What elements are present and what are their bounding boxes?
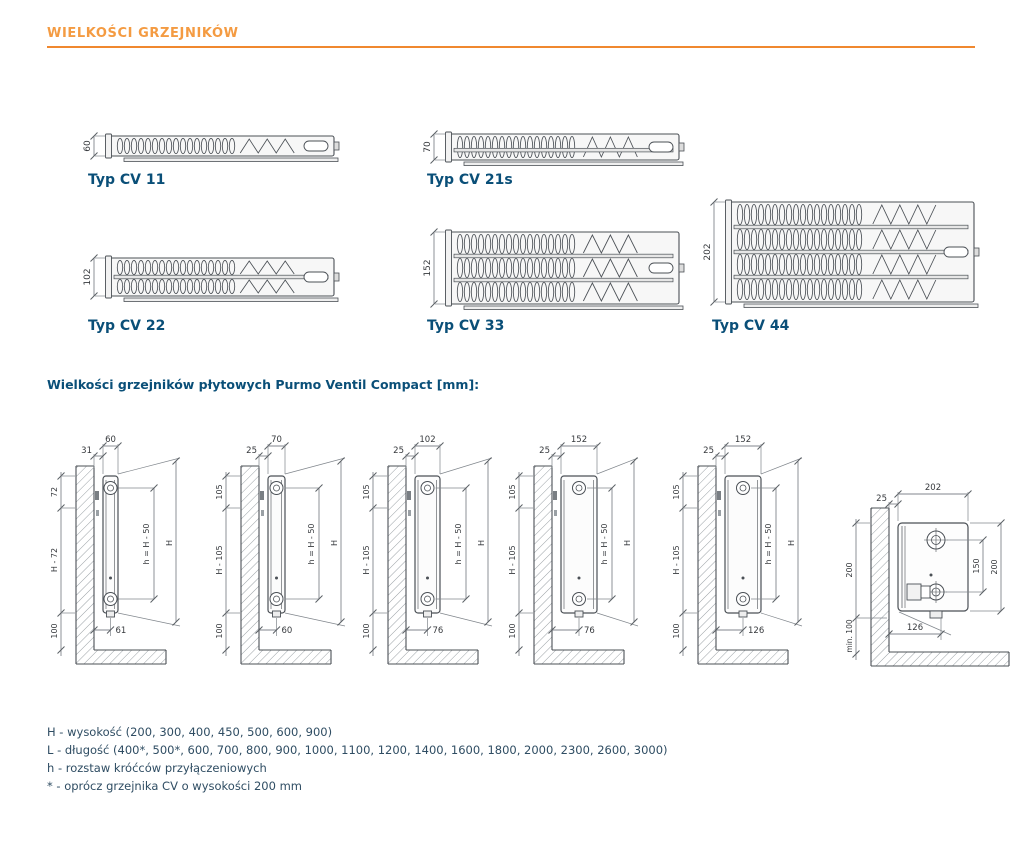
type-label-cv44: Typ CV 44	[712, 318, 790, 334]
radiator-plan-drawing	[80, 128, 350, 178]
dimension-label: 202	[703, 243, 713, 261]
dimension-label: h = H - 50	[142, 523, 151, 565]
dimension-label: 100	[215, 623, 224, 639]
radiator-side-drawing	[670, 428, 820, 676]
dimension-label: H	[165, 539, 174, 547]
dimension-label: 102	[419, 435, 436, 445]
cv44-top-view	[700, 194, 990, 328]
cv22-top-view	[80, 250, 350, 322]
dimension-label: H - 105	[362, 545, 371, 575]
legend-line-connections: h - rozstaw króćców przyłączeniowych	[47, 761, 267, 775]
dimension-label: H	[330, 539, 339, 547]
type-label-cv11: Typ CV 11	[88, 172, 166, 188]
dimension-label: H - 105	[215, 545, 224, 575]
title-rule	[47, 46, 975, 48]
dimension-label: 105	[508, 484, 517, 500]
dimension-label: 100	[508, 623, 517, 639]
dimension-label: 25	[246, 446, 257, 456]
legend	[47, 726, 668, 793]
dimension-label: h = H - 50	[764, 523, 773, 565]
radiator-side-drawing	[213, 428, 363, 676]
side-view-5	[670, 428, 820, 680]
dimension-label: 100	[362, 623, 371, 639]
legend-line-length: L - długość (400*, 500*, 600, 700, 800, 900, 1000, 1100, 1200, 1400, 1600, 1800, 2000, 2300, 2600, 3000)	[47, 743, 668, 757]
legend-line-note: * - oprócz grzejnika CV o wysokości 200 mm	[47, 779, 302, 793]
dimension-label: 105	[362, 484, 371, 500]
dimension-label: 60	[83, 140, 93, 152]
legend-line-height: H - wysokość (200, 300, 400, 450, 500, 600, 900)	[47, 725, 333, 739]
dimension-label: 25	[539, 446, 550, 456]
dimension-label: 76	[584, 626, 595, 636]
radiator-side-drawing	[48, 428, 198, 676]
page-title: WIELKOŚCI GRZEJNIKÓW	[47, 26, 239, 41]
corner-installation-drawing	[843, 478, 1027, 678]
dimension-label: H - 72	[50, 547, 59, 573]
radiator-side-drawing	[360, 428, 510, 676]
dimension-label: 25	[393, 446, 404, 456]
dimension-label: 152	[734, 435, 752, 445]
dimension-label: 25	[703, 446, 714, 456]
dimension-label: h = H - 50	[454, 523, 463, 565]
type-label-cv21s: Typ CV 21s	[427, 172, 513, 188]
dimension-label: h = H - 50	[600, 523, 609, 565]
dimension-label: 105	[215, 484, 224, 500]
dimension-label: H	[477, 539, 486, 547]
dimension-label: h = H - 50	[307, 523, 316, 565]
dimension-label: 105	[672, 484, 681, 500]
side-view-3	[360, 428, 510, 680]
dimension-label: 60	[281, 626, 293, 636]
radiator-plan-drawing	[700, 194, 990, 324]
dimension-label: 102	[83, 268, 93, 286]
radiator-side-drawing	[506, 428, 656, 676]
side-view-1	[48, 428, 198, 680]
radiator-plan-drawing	[420, 224, 695, 324]
section-subtitle: Wielkości grzejników płytowych Purmo Ventil Compact [mm]:	[47, 377, 480, 392]
dimension-label: 152	[423, 259, 433, 277]
dimension-label: 126	[748, 626, 765, 636]
dimension-label: 25	[876, 494, 887, 504]
dimension-label: 70	[423, 141, 433, 153]
dimension-label: H - 105	[508, 545, 517, 575]
dimension-label: 152	[570, 435, 588, 445]
dimension-label: 200	[990, 559, 999, 575]
cv33-top-view	[420, 224, 695, 328]
radiator-plan-drawing	[80, 250, 350, 318]
dimension-label: 31	[81, 446, 92, 456]
dimension-label: 200	[845, 562, 854, 578]
side-view-2	[213, 428, 363, 680]
dimension-label: 100	[50, 623, 59, 639]
dimension-label: min. 100	[845, 619, 854, 653]
dimension-label: 60	[105, 435, 116, 445]
type-label-cv33: Typ CV 33	[427, 318, 505, 334]
dimension-label: H	[623, 539, 632, 547]
dimension-label: 61	[115, 626, 127, 636]
dimension-label: H - 105	[672, 545, 681, 575]
type-label-cv22: Typ CV 22	[88, 318, 166, 334]
dimension-label: 150	[972, 558, 981, 574]
dimension-label: 100	[672, 623, 681, 639]
dimension-label: 70	[271, 435, 282, 445]
corner-installation-view	[843, 478, 1027, 682]
dimension-label: H	[787, 539, 796, 547]
dimension-label: 72	[50, 486, 59, 498]
dimension-label: 126	[906, 623, 924, 633]
dimension-label: 76	[432, 626, 444, 636]
dimension-label: 202	[924, 483, 942, 493]
side-view-4	[506, 428, 656, 680]
